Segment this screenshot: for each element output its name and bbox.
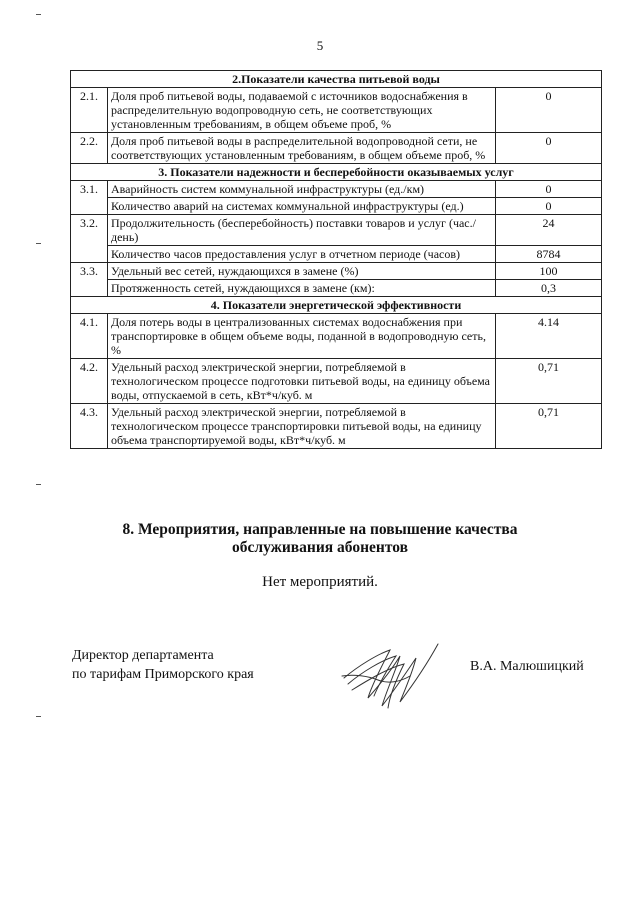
signer-title-line2: по тарифам Приморского края — [72, 667, 254, 682]
table-row — [71, 88, 602, 133]
row-number: 4.1. — [71, 314, 108, 359]
row-value: 0,3 — [495, 280, 601, 297]
scan-mark — [36, 243, 41, 244]
section-2-header-row — [71, 71, 602, 88]
row-description: Продолжительность (бесперебойность) поставки товаров и услуг (час./день) — [108, 215, 496, 246]
row-value: 0 — [495, 198, 601, 215]
row-number: 4.2. — [71, 359, 108, 404]
row-value: 100 — [495, 263, 601, 280]
table-row — [71, 215, 602, 246]
table-row — [71, 359, 602, 404]
row-value: 4.14 — [495, 314, 601, 359]
table-row — [71, 181, 602, 198]
table-row — [71, 198, 602, 215]
table-row — [71, 246, 602, 263]
scan-mark — [36, 484, 41, 485]
section-3-header-row — [71, 164, 602, 181]
row-value: 0,71 — [495, 359, 601, 404]
section-3-title: 3. Показатели надежности и бесперебойности оказываемых услуг — [71, 164, 602, 181]
row-number: 3.1. — [71, 181, 108, 215]
row-number: 4.3. — [71, 404, 108, 449]
row-description: Доля проб питьевой воды в распределительной водопроводной сети, не соответствующих установленным требованиям, в общем объеме проб, % — [108, 133, 496, 164]
section-8-heading — [0, 521, 640, 557]
section-4-header-row — [71, 297, 602, 314]
scan-mark — [36, 716, 41, 717]
section-8-title-line2: обслуживания абонентов — [232, 539, 408, 556]
row-description: Доля проб питьевой воды, подаваемой с источников водоснабжения в распределительную водопроводную сеть, не соответствующих установленным требованиям, в общем объеме проб, % — [108, 88, 496, 133]
table-row — [71, 280, 602, 297]
row-description: Доля потерь воды в централизованных системах водоснабжения при транспортировке в общем объеме воды, поданной в водопроводную сеть, % — [108, 314, 496, 359]
row-value: 0,71 — [495, 404, 601, 449]
signer-title — [72, 646, 254, 684]
row-description: Протяженность сетей, нуждающихся в замене (км): — [108, 280, 496, 297]
row-description: Количество аварий на системах коммунальной инфраструктуры (ед.) — [108, 198, 496, 215]
row-description: Удельный расход электрической энергии, потребляемой в технологическом процессе подготовки питьевой воды, на единицу объема воды, отпускаемой в сеть, кВт*ч/куб. м — [108, 359, 496, 404]
table-row — [71, 263, 602, 280]
row-description: Удельный расход электрической энергии, потребляемой в технологическом процессе транспортировки питьевой воды, на единицу объема транспортируемой воды, кВт*ч/куб. м — [108, 404, 496, 449]
page-number: 5 — [316, 38, 324, 53]
section-4-title: 4. Показатели энергетической эффективности — [71, 297, 602, 314]
row-value: 0 — [495, 181, 601, 198]
scan-mark — [36, 14, 41, 15]
row-value: 8784 — [495, 246, 601, 263]
row-description: Аварийность систем коммунальной инфраструктуры (ед./км) — [108, 181, 496, 198]
row-value: 24 — [495, 215, 601, 246]
table-row — [71, 314, 602, 359]
row-description: Количество часов предоставления услуг в отчетном периоде (часов) — [108, 246, 496, 263]
section-2-title: 2.Показатели качества питьевой воды — [71, 71, 602, 88]
section-8-title-line1: 8. Мероприятия, направленные на повышение качества — [122, 521, 518, 538]
row-number: 2.2. — [71, 133, 108, 164]
row-number: 2.1. — [71, 88, 108, 133]
section-8-note: Нет мероприятий. — [262, 574, 378, 590]
row-description: Удельный вес сетей, нуждающихся в замене (%) — [108, 263, 496, 280]
row-number: 3.2. — [71, 215, 108, 263]
signer-title-line1: Директор департамента — [72, 648, 214, 663]
row-number: 3.3. — [71, 263, 108, 297]
signer-name: В.А. Малюшицкий — [470, 659, 584, 674]
indicators-table — [70, 70, 602, 449]
table-row — [71, 404, 602, 449]
row-value: 0 — [495, 88, 601, 133]
handwritten-signature — [338, 636, 442, 714]
row-value: 0 — [495, 133, 601, 164]
table-row — [71, 133, 602, 164]
